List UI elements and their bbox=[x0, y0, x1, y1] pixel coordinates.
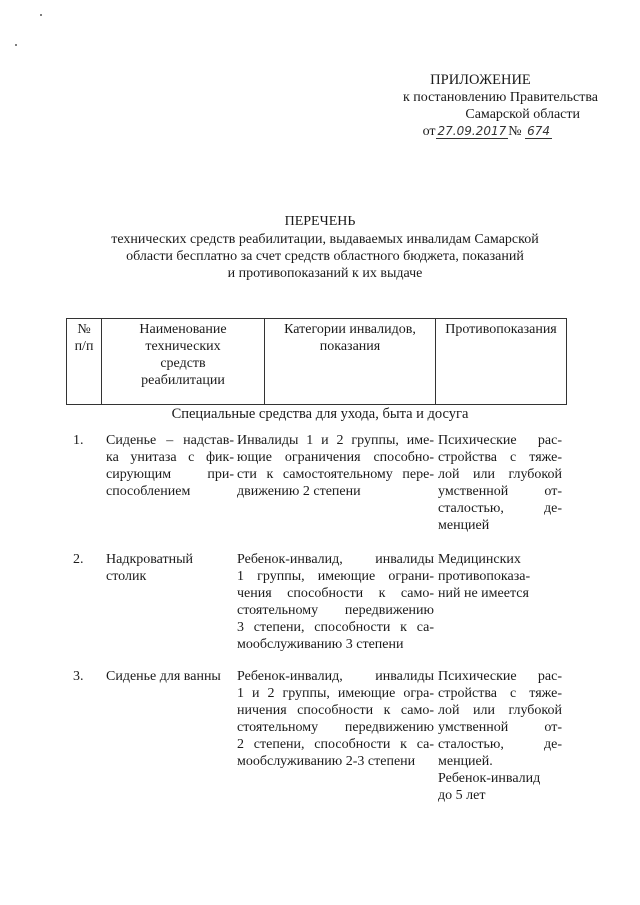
row-category: Ребенок-инвалид, инвалиды 1 группы, имеющие ограни- чения способности к само- стоятельному передвижению 3 степени, способности к са- мообслуживанию 3 степени bbox=[237, 552, 434, 652]
row-contraindications: Медицинских противопоказа- ний не имеется bbox=[438, 552, 531, 601]
number-prefix: № bbox=[508, 124, 522, 139]
document-title: ПЕРЕЧЕНЬ bbox=[284, 214, 356, 229]
header-name-cell: Наименование технических средств реабилитации bbox=[102, 319, 265, 405]
appendix-block bbox=[403, 72, 598, 140]
subtitle-line: области бесплатно за счет средств областного бюджета, показаний bbox=[126, 249, 524, 264]
appendix-region: Самарской области bbox=[465, 107, 580, 122]
row-number: 2. bbox=[73, 552, 84, 567]
appendix-date-line bbox=[403, 123, 598, 140]
row-category: Ребенок-инвалид, инвалиды 1 и 2 группы, имеющие огра- ничения способности к само- стоятельному передвижению 2 степени, способности к са- мообслуживанию 2-3 степени bbox=[237, 669, 434, 769]
handwritten-date: 27.09.2017 bbox=[437, 124, 507, 138]
row-name: Сиденье – надстав- ка унитаза с фик- сирующим при- способлением bbox=[106, 433, 234, 499]
date-prefix: от bbox=[422, 124, 436, 139]
header-category-cell: Категории инвалидов, показания bbox=[265, 319, 436, 405]
scan-speck bbox=[40, 14, 42, 16]
subtitle-line: и противопоказаний к их выдаче bbox=[227, 266, 423, 281]
header-num-cell: № п/п bbox=[67, 319, 102, 405]
row-name: Сиденье для ванны bbox=[106, 669, 221, 684]
row-category: Инвалиды 1 и 2 группы, име- ющие ограничения способно- сти к самостоятельному пере- движению 2 степени bbox=[237, 433, 434, 499]
header-contra-cell: Противопоказания bbox=[436, 319, 567, 405]
section-title: Специальные средства для ухода, быта и досуга bbox=[171, 406, 469, 422]
table-header bbox=[66, 318, 567, 405]
row-contraindications: Психические рас- стройства с тяже- лой или глубокой умственной от- сталостью, де- менцией bbox=[438, 433, 562, 533]
appendix-resolution: к постановлению Правительства bbox=[402, 90, 598, 105]
scan-speck bbox=[15, 44, 17, 46]
handwritten-number: 674 bbox=[527, 124, 550, 138]
row-number: 3. bbox=[73, 669, 84, 684]
document-subtitle bbox=[80, 231, 570, 282]
row-name: Надкроватный столик bbox=[106, 552, 194, 584]
subtitle-line: технических средств реабилитации, выдаваемых инвалидам Самарской bbox=[111, 232, 539, 247]
appendix-heading: ПРИЛОЖЕНИЕ bbox=[430, 72, 531, 88]
row-number: 1. bbox=[73, 433, 84, 448]
row-contraindications: Психические рас- стройства с тяже- лой или глубокой умственной от- сталостью, де- менцией. Ребенок-инвалид до 5 лет bbox=[438, 669, 562, 803]
